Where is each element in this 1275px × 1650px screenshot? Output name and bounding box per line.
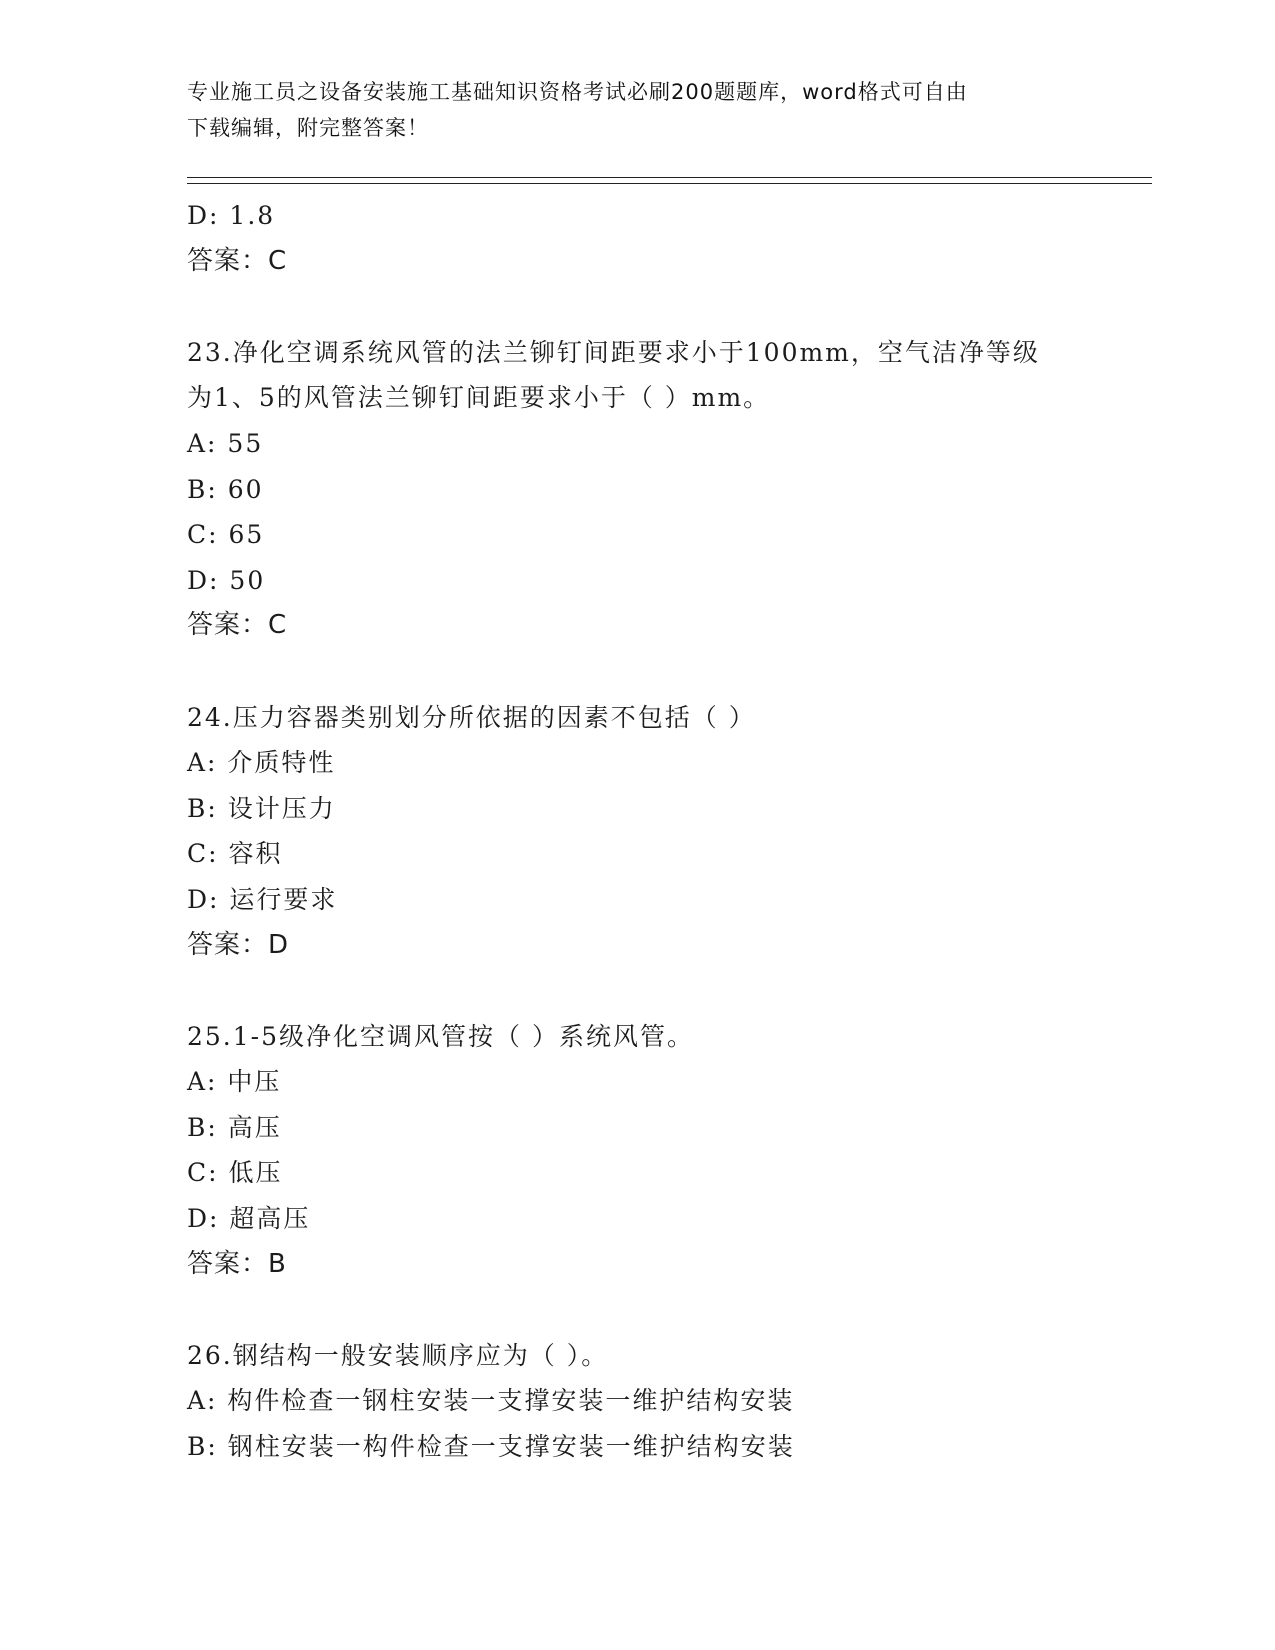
document-header [187, 74, 1067, 146]
option-d: D: 超高压 [187, 1204, 311, 1234]
header-title-line-1: 专业施工员之设备安装施工基础知识资格考试必刷200题题库，word格式可自由 [187, 80, 968, 104]
question-stem: 25.1-5级净化空调风管按（ ）系统风管。 [187, 1021, 694, 1051]
question-block-24 [187, 695, 1087, 969]
option-b: B: 高压 [187, 1112, 282, 1142]
answer-line: 答案：D [187, 929, 290, 960]
header-title-line-2: 下载编辑，附完整答案！ [187, 116, 429, 140]
question-block-26 [187, 1333, 1087, 1470]
question-list [187, 193, 1087, 1470]
option-c: C: 容积 [187, 839, 283, 869]
header-divider-top [187, 177, 1152, 178]
spacer [187, 1287, 1087, 1333]
option-a: A: 中压 [187, 1067, 282, 1097]
option-d: D: 1.8 [187, 201, 276, 230]
option-c: C: 低压 [187, 1158, 283, 1188]
question-stem: 26.钢结构一般安装顺序应为（ ）。 [187, 1340, 609, 1370]
option-b: B: 钢柱安装一构件检查一支撑安装一维护结构安装 [187, 1432, 795, 1462]
question-stem: 24.压力容器类别划分所依据的因素不包括（ ） [187, 702, 756, 732]
spacer [187, 968, 1087, 1014]
answer-line: 答案：B [187, 1248, 287, 1279]
question-block-prev [187, 193, 1087, 284]
header-divider-bottom [187, 183, 1152, 184]
question-block-25 [187, 1014, 1087, 1288]
question-block-23 [187, 330, 1087, 649]
option-a: A: 构件检查一钢柱安装一支撑安装一维护结构安装 [187, 1386, 795, 1416]
option-a: A: 55 [187, 428, 264, 458]
answer-line: 答案：C [187, 610, 288, 641]
spacer [187, 284, 1087, 330]
option-d: D: 运行要求 [187, 884, 338, 914]
answer-line: 答案：C [187, 245, 288, 276]
option-a: A: 介质特性 [187, 748, 336, 778]
option-c: C: 65 [187, 520, 265, 550]
question-stem-line-1: 23.净化空调系统风管的法兰铆钉间距要求小于100mm，空气洁净等级 [187, 337, 1040, 367]
option-b: B: 60 [187, 474, 264, 504]
option-d: D: 50 [187, 565, 266, 595]
option-b: B: 设计压力 [187, 793, 336, 823]
spacer [187, 649, 1087, 695]
question-stem-line-2: 为1、5的风管法兰铆钉间距要求小于（ ）mm。 [187, 383, 771, 413]
